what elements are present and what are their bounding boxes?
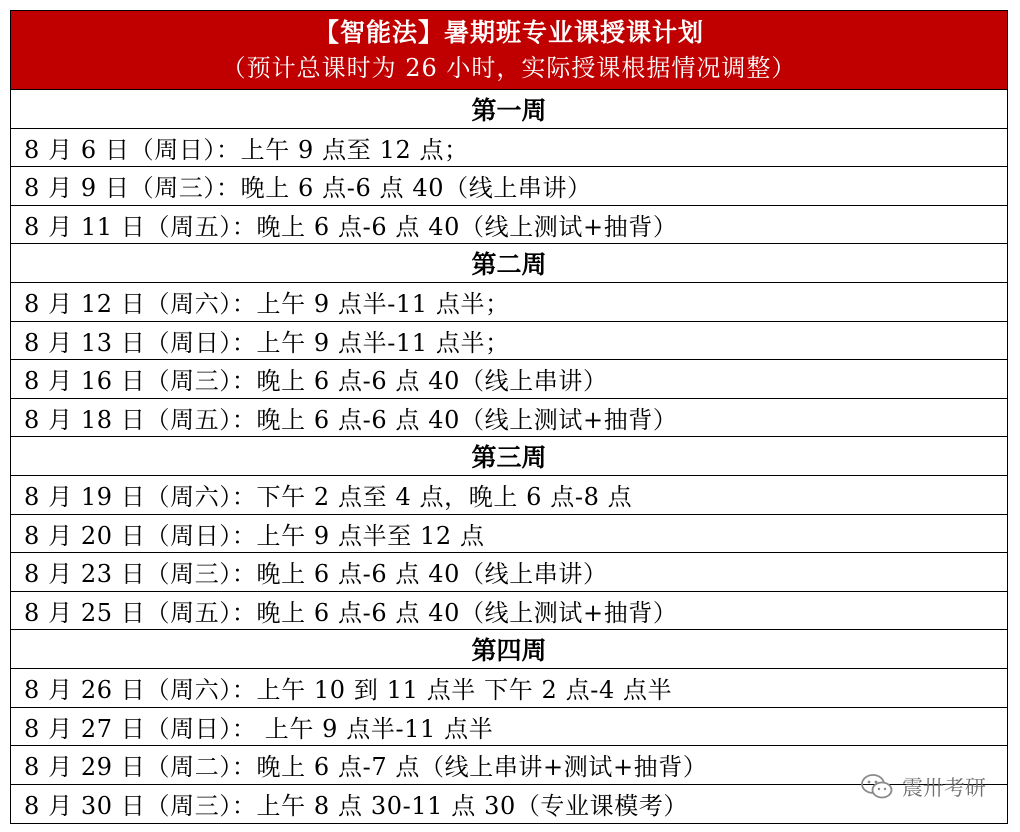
schedule-subtitle: （预计总课时为 26 小时，实际授课根据情况调整） [221,54,797,82]
schedule-entry: 8 月 6 日（周日）：上午 9 点至 12 点； [11,129,1007,168]
schedule-entry: 8 月 11 日（周五）：晚上 6 点-6 点 40（线上测试+抽背） [11,206,1007,245]
schedule-entry: 8 月 12 日（周六）：上午 9 点半-11 点半； [11,283,1007,322]
week-heading-3: 第三周 [11,437,1007,476]
watermark [860,772,986,802]
schedule-entry: 8 月 26 日（周六）：上午 10 到 11 点半 下午 2 点-4 点半 [11,669,1007,708]
schedule-entry: 8 月 25 日（周五）：晚上 6 点-6 点 40（线上测试+抽背） [11,592,1007,631]
week-heading-1: 第一周 [11,90,1007,129]
watermark-text: 震卅考研 [902,776,986,800]
schedule-entry: 8 月 16 日（周三）：晚上 6 点-6 点 40（线上串讲） [11,360,1007,399]
schedule-header [11,11,1007,90]
schedule-entry: 8 月 18 日（周五）：晚上 6 点-6 点 40（线上测试+抽背） [11,399,1007,438]
schedule-entry: 8 月 20 日（周日）：上午 9 点半至 12 点 [11,515,1007,554]
schedule-title: 【智能法】暑期班专业课授课计划 [313,18,704,47]
schedule-entry: 8 月 13 日（周日）：上午 9 点半-11 点半； [11,322,1007,361]
schedule-entry: 8 月 30 日（周三）：上午 8 点 30-11 点 30（专业课模考） [24,792,689,821]
schedule-entry: 8 月 29 日（周二）：晚上 6 点-7 点（线上串讲+测试+抽背） [11,746,1007,785]
schedule-entry: 8 月 9 日（周三）：晚上 6 点-6 点 40（线上串讲） [11,167,1007,206]
week-heading-2: 第二周 [11,244,1007,283]
wechat-icon [860,773,894,801]
schedule-entry: 8 月 27 日（周日）： 上午 9 点半-11 点半 [11,708,1007,747]
schedule-entry: 8 月 19 日（周六）：下午 2 点至 4 点，晚上 6 点-8 点 [11,476,1007,515]
schedule-entry: 8 月 23 日（周三）：晚上 6 点-6 点 40（线上串讲） [11,553,1007,592]
week-heading-4: 第四周 [11,630,1007,669]
schedule-table [10,10,1008,824]
